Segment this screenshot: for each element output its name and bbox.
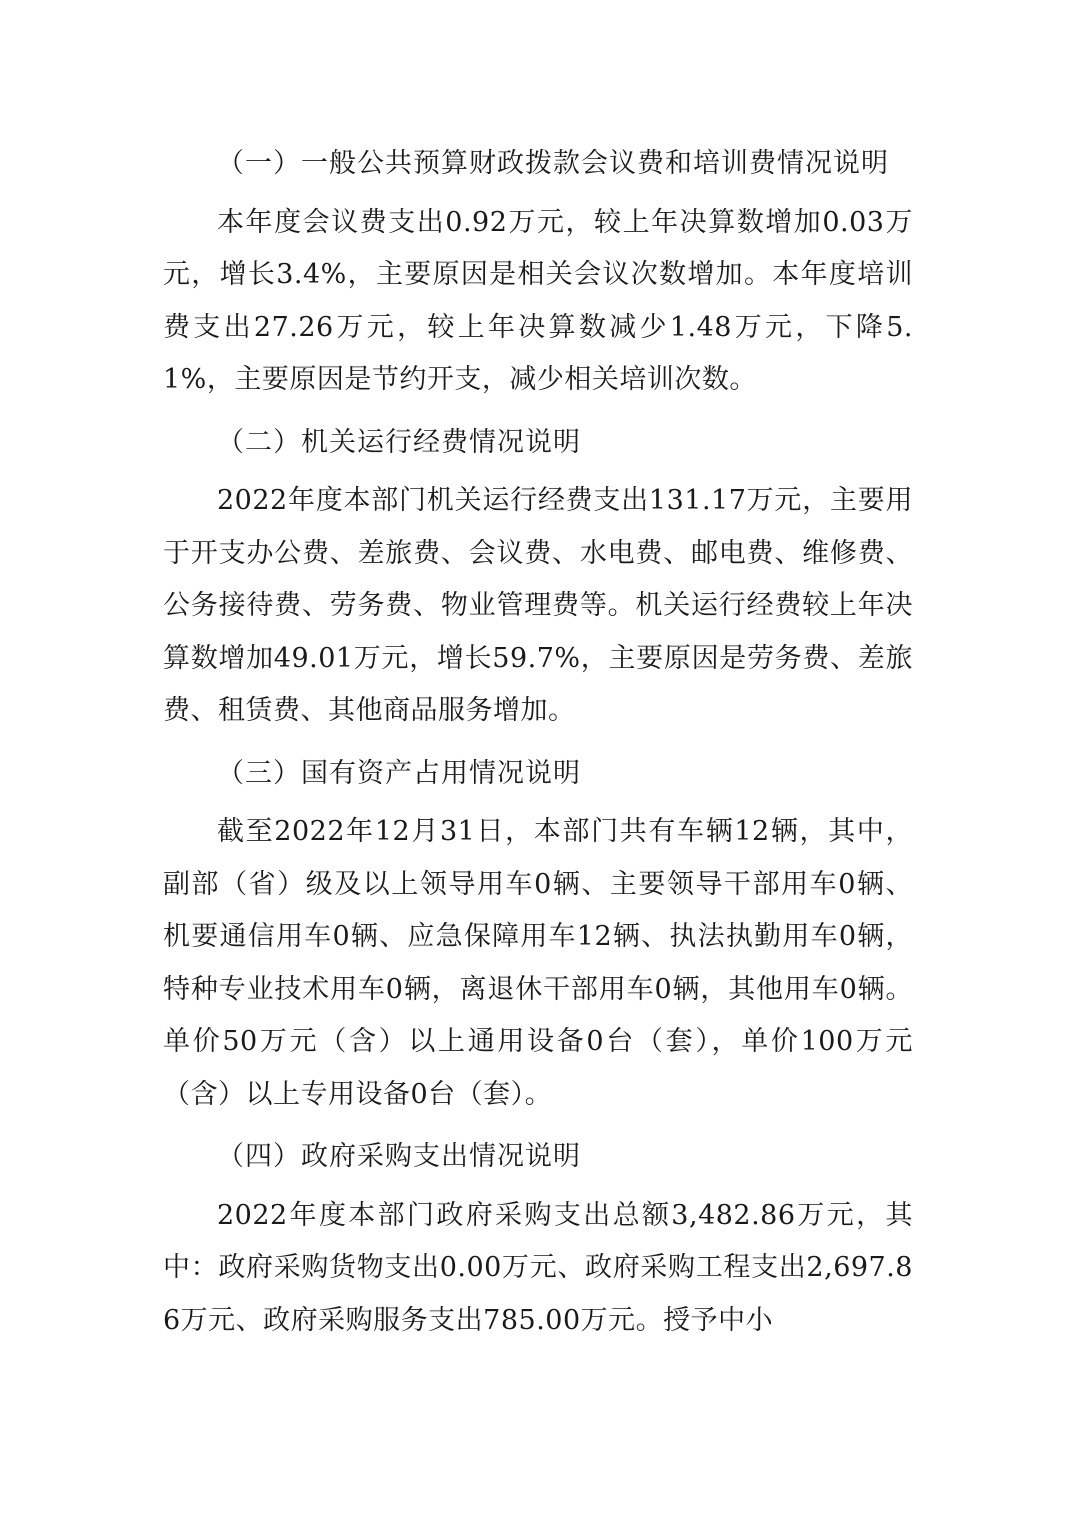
section-heading-procurement: （四）政府采购支出情况说明 (217, 1141, 581, 1172)
section-body-operating-expenses: 2022年度本部门机关运行经费支出131.17万元，主要用于开支办公费、差旅费、会议费、水电费、邮电费、维修费、公务接待费、劳务费、物业管理费等。机关运行经费较上年决算数增加49.01万元，增长59.7%，主要原因是劳务费、差旅费、租赁费、其他商品服务增加。 (163, 485, 913, 726)
section-heading-state-assets: （三）国有资产占用情况说明 (217, 757, 581, 789)
document-body (163, 138, 913, 1347)
section-body-meeting-training: 本年度会议费支出0.92万元，较上年决算数增加0.03万元，增长3.4%，主要原因是相关会议次数增加。本年度培训费支出27.26万元，较上年决算数减少1.48万元，下降5.1%，主要原因是节约开支，减少相关培训次数。 (163, 206, 913, 395)
section-heading-meeting-training: （一）一般公共预算财政拨款会议费和培训费情况说明 (217, 148, 889, 179)
section-body-state-assets: 截至2022年12月31日，本部门共有车辆12辆，其中，副部（省）级及以上领导用车0辆、主要领导干部用车0辆、机要通信用车0辆、应急保障用车12辆、执法执勤用车0辆，特种专业技术用车0辆，离退休干部用车0辆，其他用车0辆。单价50万元（含）以上通用设备0台（套），单价100万元（含）以上专用设备0台（套）。 (163, 816, 913, 1110)
section-heading-operating-expenses: （二）机关运行经费情况说明 (217, 426, 581, 458)
section-body-procurement: 2022年度本部门政府采购支出总额3,482.86万元，其中：政府采购货物支出0.00万元、政府采购工程支出2,697.86万元、政府采购服务支出785.00万元。授予中小 (163, 1199, 913, 1336)
